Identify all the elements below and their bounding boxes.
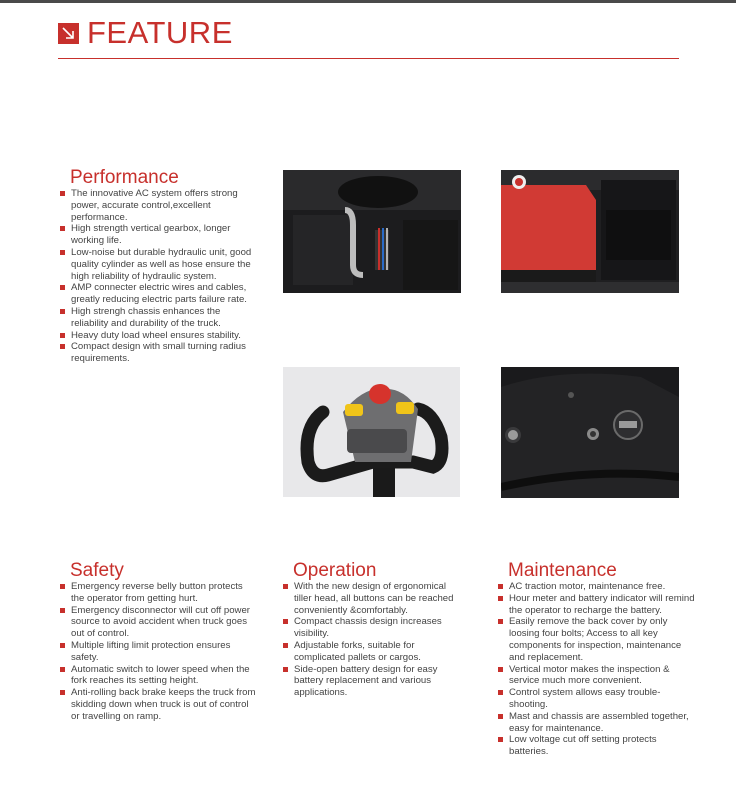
- tiller-head-photo: [283, 367, 460, 497]
- list-item: Low voltage cut off setting protects batteries.: [497, 734, 697, 758]
- operation-section: [282, 561, 465, 699]
- list-item: Compact chassis design increases visibility.: [282, 616, 465, 640]
- top-border: [0, 0, 736, 3]
- list-item: Compact design with small turning radius requirements.: [59, 341, 259, 365]
- performance-list: [59, 188, 259, 365]
- safety-title: Safety: [70, 560, 124, 581]
- list-item: With the new design of ergonomical tiller head, all buttons can be reached conveniently &comfortably.: [282, 581, 465, 616]
- chassis-cover-photo: [501, 170, 679, 293]
- list-item: Anti-rolling back brake keeps the truck from skidding down when truck is out of control or travelling on ramp.: [59, 687, 256, 722]
- list-item: Hour meter and battery indicator will remind the operator to recharge the battery.: [497, 593, 697, 617]
- list-item: Emergency disconnector will cut off power source to avoid accident when truck goes out of control.: [59, 605, 256, 640]
- list-item: Mast and chassis are assembled together, easy for maintenance.: [497, 711, 697, 735]
- list-item: The innovative AC system offers strong power, accurate control,excellent performance.: [59, 188, 259, 223]
- hydraulic-unit-photo: [283, 170, 461, 293]
- list-item: Automatic switch to lower speed when the fork reaches its setting height.: [59, 664, 256, 688]
- list-item: Heavy duty load wheel ensures stability.: [59, 330, 259, 342]
- list-item: Adjustable forks, suitable for complicated pallets or cargos.: [282, 640, 465, 664]
- list-item: Vertical motor makes the inspection & service much more convenient.: [497, 664, 697, 688]
- list-item: Control system allows easy trouble-shooting.: [497, 687, 697, 711]
- performance-section: [59, 168, 259, 365]
- hour-meter-photo: [501, 367, 679, 498]
- list-item: Emergency reverse belly button protects the operator from getting hurt.: [59, 581, 256, 605]
- maintenance-section: [497, 561, 697, 758]
- maintenance-title: Maintenance: [508, 560, 617, 581]
- safety-list: [59, 581, 256, 723]
- feature-header: [58, 15, 233, 50]
- operation-list: [282, 581, 465, 699]
- list-item: Low-noise but durable hydraulic unit, good quality cylinder as well as hose ensure the high reliability of hydraulic system.: [59, 247, 259, 282]
- list-item: High strength vertical gearbox, longer working life.: [59, 223, 259, 247]
- operation-title: Operation: [293, 560, 377, 581]
- list-item: AMP connecter electric wires and cables, greatly reducing electric parts failure rate.: [59, 282, 259, 306]
- maintenance-list: [497, 581, 697, 758]
- list-item: Easily remove the back cover by only loosing four bolts; Access to all key components for inspection, maintenance and replacement.: [497, 616, 697, 663]
- list-item: Side-open battery design for easy battery replacement and various applications.: [282, 664, 465, 699]
- arrow-square-icon: [58, 23, 79, 44]
- list-item: AC traction motor, maintenance free.: [497, 581, 697, 593]
- performance-title: Performance: [70, 167, 179, 188]
- page-title: FEATURE: [87, 15, 233, 50]
- header-divider: [58, 58, 679, 59]
- list-item: High strengh chassis enhances the reliability and durability of the truck.: [59, 306, 259, 330]
- list-item: Multiple lifting limit protection ensures safety.: [59, 640, 256, 664]
- safety-section: [59, 561, 256, 723]
